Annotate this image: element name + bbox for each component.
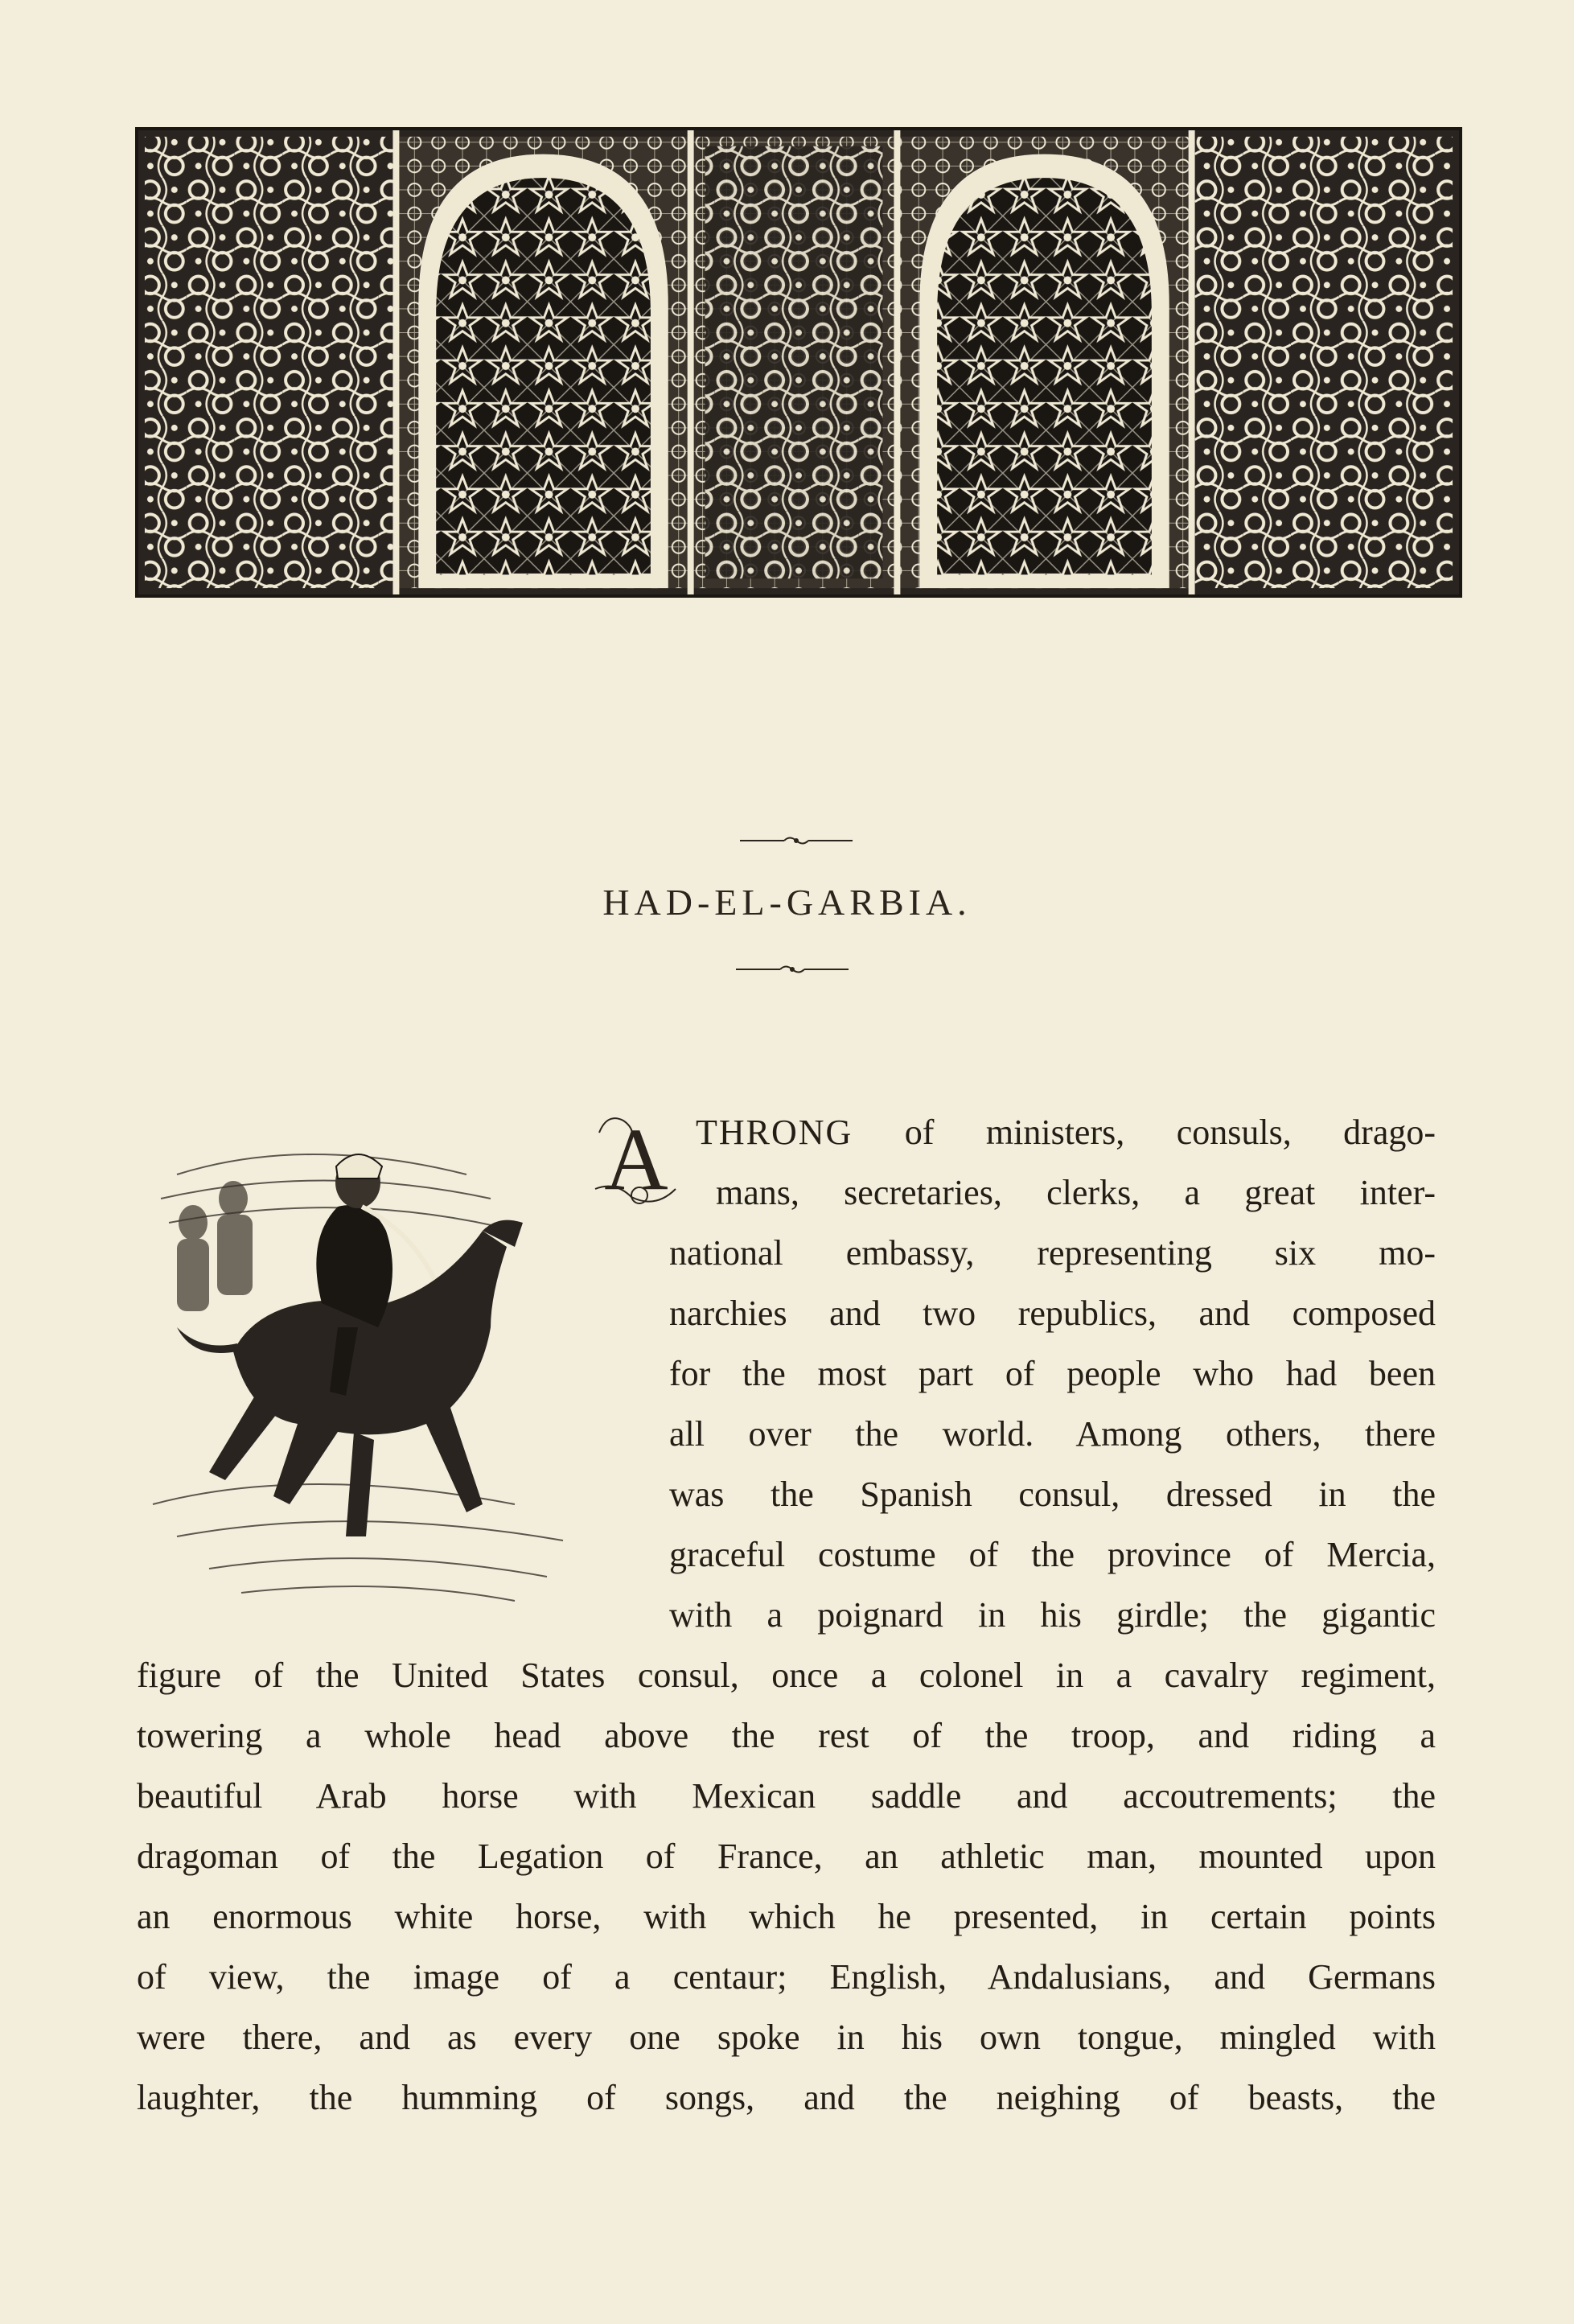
horseman-vignette — [145, 1086, 627, 1617]
ornate-initial-a-icon — [591, 1109, 681, 1213]
text-line-1 — [696, 1109, 1436, 1157]
text-line: towering a whole head above the rest of the troop, and riding a — [137, 1716, 1436, 1755]
text-line: of view, the image of a centaur; English, Andalusians, and Germans — [137, 1957, 1436, 1997]
text-line: narchies and two republics, and composed — [669, 1294, 1436, 1333]
text-line: laughter, the humming of songs, and the neighing of beasts, the — [137, 2078, 1436, 2117]
drop-cap-letter: A — [604, 1110, 668, 1208]
lead-word: THRONG — [696, 1113, 853, 1152]
text-line: figure of the United States consul, once a colonel in a cavalry regiment, — [137, 1656, 1436, 1695]
ornamental-headpiece — [135, 127, 1462, 598]
first-line-rest: of ministers, consuls, drago- — [904, 1113, 1436, 1152]
moorish-arches-illustration — [138, 130, 1459, 594]
chapter-title: HAD-EL-GARBIA. — [602, 882, 972, 923]
text-line: for the most part of people who had been — [669, 1354, 1436, 1393]
text-line: with a poignard in his girdle; the gigantic — [669, 1595, 1436, 1635]
text-line: beautiful Arab horse with Mexican saddle and accoutrements; the — [137, 1776, 1436, 1816]
ornamental-rule-icon — [740, 833, 853, 849]
text-line: were there, and as every one spoke in his own tongue, mingled with — [137, 2018, 1436, 2057]
title-rule-bottom — [736, 961, 849, 977]
text-line: national embassy, representing six mo- — [669, 1233, 1436, 1273]
ornamental-rule-icon — [736, 961, 849, 977]
text-line: all over the world. Among others, there — [669, 1414, 1436, 1454]
title-rule-top — [740, 833, 853, 849]
text-line: dragoman of the Legation of France, an athletic man, mounted upon — [137, 1837, 1436, 1876]
arab-horseman-illustration — [145, 1086, 627, 1617]
text-line: was the Spanish consul, dressed in the — [669, 1475, 1436, 1514]
drop-cap — [591, 1109, 681, 1213]
text-line: graceful costume of the province of Mercia, — [669, 1535, 1436, 1574]
text-line: mans, secretaries, clerks, a great inter- — [716, 1173, 1436, 1212]
text-line: an enormous white horse, with which he presented, in certain points — [137, 1897, 1436, 1936]
